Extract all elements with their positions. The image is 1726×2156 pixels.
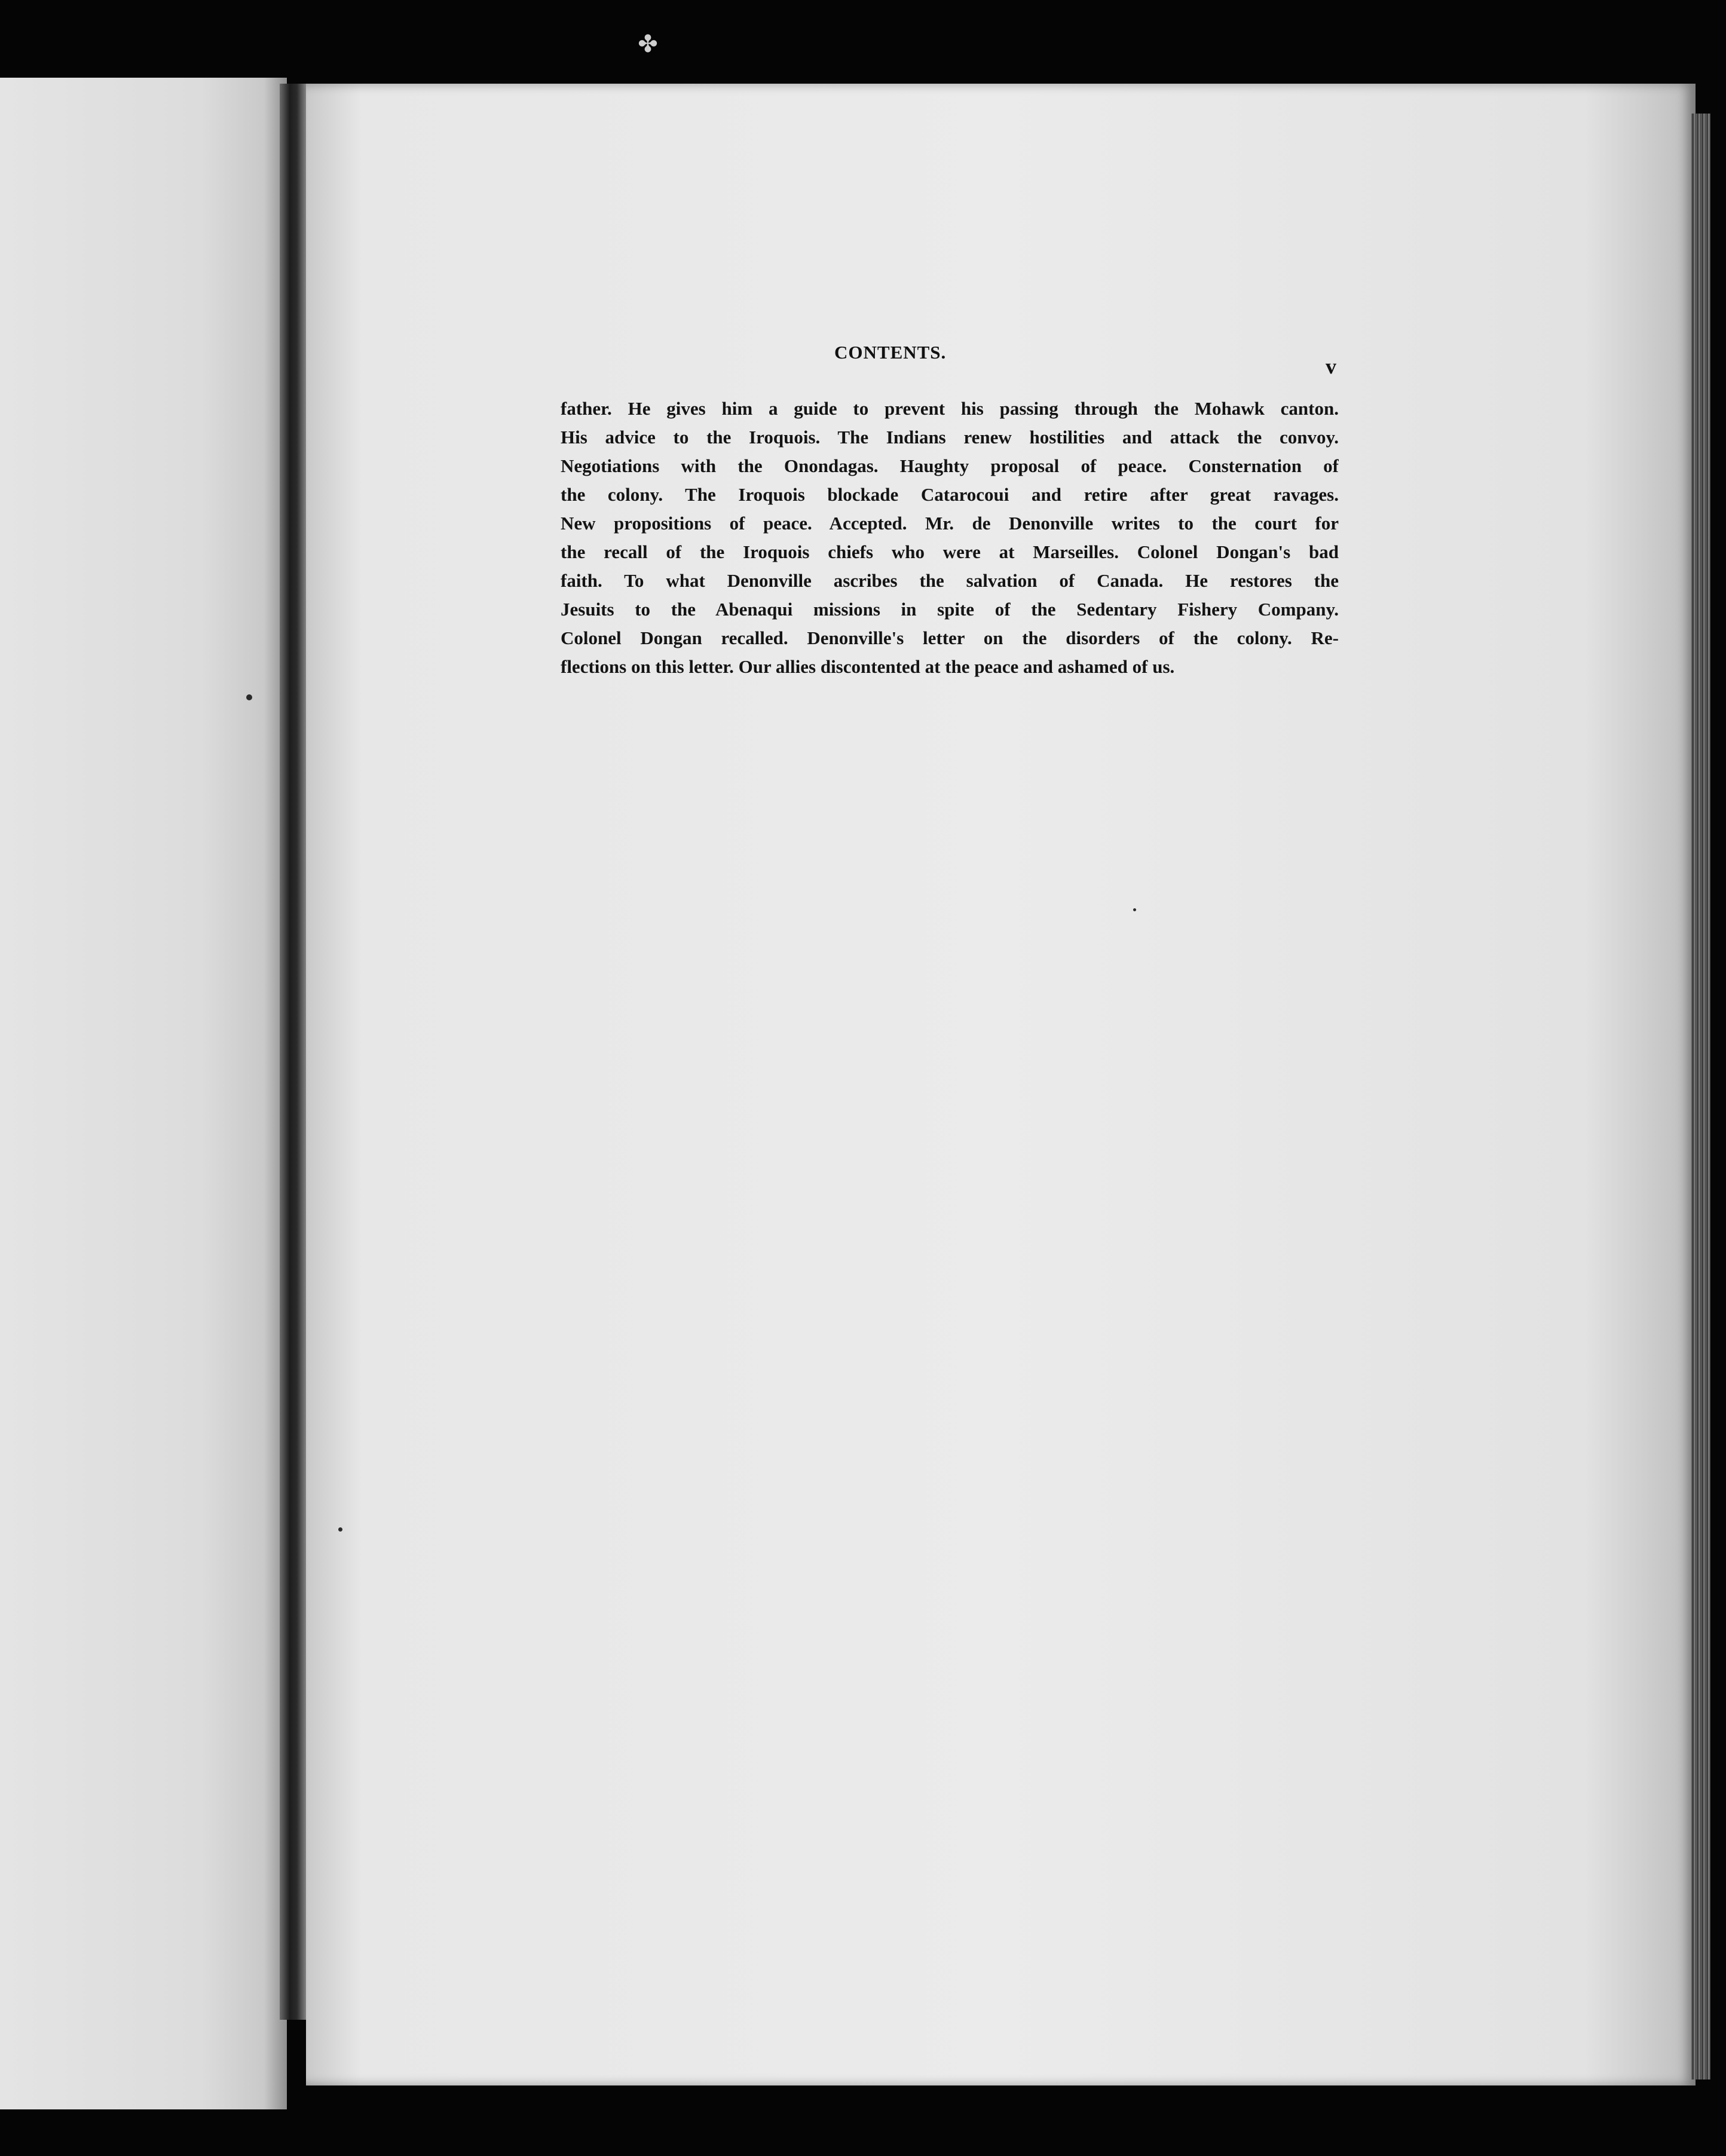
paper-speck xyxy=(246,694,252,700)
paper-speck xyxy=(1133,908,1136,911)
text-line: faith. To what Denonville ascribes the salvation of Canada. He restores the xyxy=(561,570,1339,591)
page-edge-stack xyxy=(1691,114,1710,2080)
running-header: CONTENTS. xyxy=(834,342,947,363)
book-gutter xyxy=(280,84,308,2020)
text-line: flections on this letter. Our allies discontented at the peace and ashamed of us. xyxy=(561,656,1175,677)
right-page xyxy=(306,84,1696,2085)
left-page xyxy=(0,78,287,2109)
text-line: father. He gives him a guide to prevent his passing through the Mohawk canton. xyxy=(561,398,1339,419)
contents-paragraph xyxy=(561,394,1339,681)
text-line: New propositions of peace. Accepted. Mr. de Denonville writes to the court for xyxy=(561,513,1339,534)
paper-speck xyxy=(338,1527,342,1532)
ornament-mark: ✤ xyxy=(638,30,658,57)
page-number: v xyxy=(1326,354,1336,378)
text-line: the recall of the Iroquois chiefs who were at Marseilles. Colonel Dongan's bad xyxy=(561,541,1339,562)
text-line: Negotiations with the Onondagas. Haughty proposal of peace. Consternation of xyxy=(561,455,1339,476)
text-line: His advice to the Iroquois. The Indians renew hostilities and attack the convoy. xyxy=(561,427,1339,448)
text-line: Colonel Dongan recalled. Denonville's letter on the disorders of the colony. Re- xyxy=(561,627,1339,648)
text-line: Jesuits to the Abenaqui missions in spite of the Sedentary Fishery Company. xyxy=(561,599,1339,620)
text-line: the colony. The Iroquois blockade Catarocoui and retire after great ravages. xyxy=(561,484,1339,505)
